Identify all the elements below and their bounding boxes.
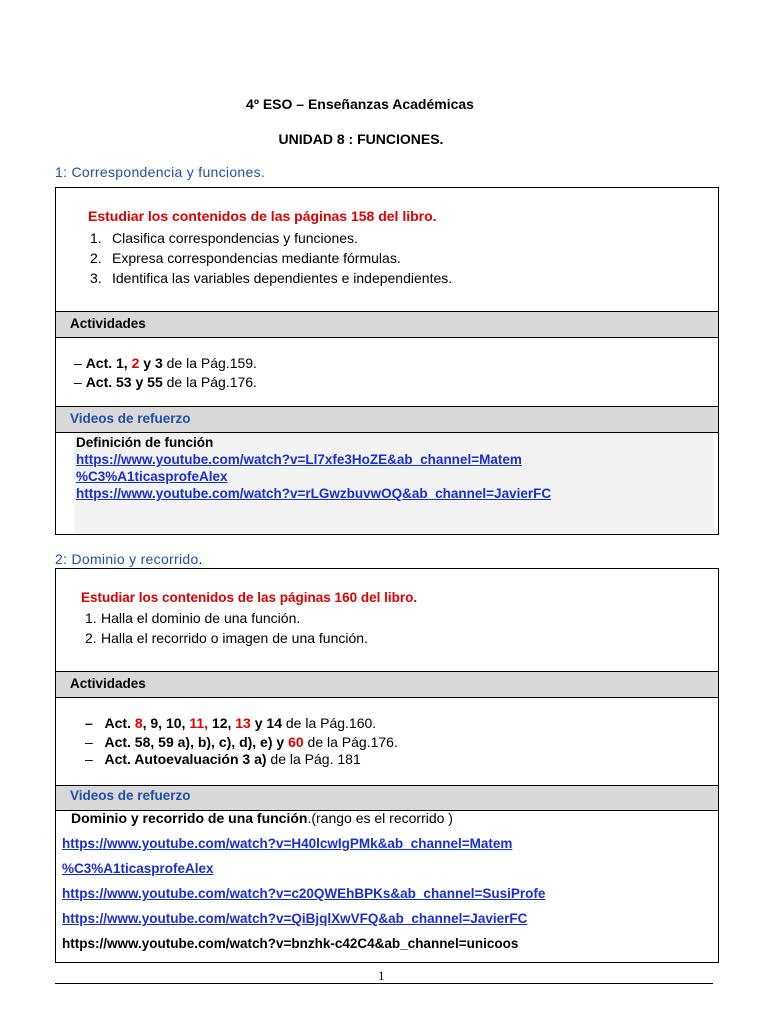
activities-label: Actividades	[70, 676, 146, 691]
videos-label: Videos de refuerzo	[70, 411, 191, 426]
section2-video-link-2[interactable]: https://www.youtube.com/watch?v=c20QWEhBPKs&ab_channel=SusiProfe	[62, 886, 546, 901]
section2-video-title: Dominio y recorrido de una función.(rango es el recorrido )	[71, 810, 453, 826]
list-item: 1. Clasifica correspondencias y funciones.	[90, 230, 358, 246]
section2-activity-2: – Act. 58, 59 a), b), c), d), e) y 60 de la Pág.176.	[85, 734, 398, 750]
section1-videos-header	[56, 406, 718, 433]
section2-activity-1: – Act. 8, 9, 10, 11, 12, 13 y 14 de la Pág.160.	[85, 715, 377, 731]
section1-objectives-list	[90, 228, 452, 288]
section2-box	[55, 568, 719, 963]
section2-objectives-list	[85, 608, 368, 648]
section1-activity-2: – Act. 53 y 55 de la Pág.176.	[74, 374, 257, 390]
section1-video-title: Definición de función	[76, 435, 214, 450]
section1-activities-header	[56, 311, 718, 338]
section2-video-link-1-cont[interactable]: %C3%A1ticasprofeAlex	[62, 861, 214, 876]
section2-activities-header	[56, 671, 718, 698]
section1-video-link-1-cont[interactable]: %C3%A1ticasprofeAlex	[76, 469, 228, 484]
section1-videos-area	[74, 433, 714, 533]
section1-study-text: Estudiar los contenidos de las páginas 158 del libro.	[88, 208, 437, 224]
section2-video-link-1[interactable]: https://www.youtube.com/watch?v=H40lcwIgPMk&ab_channel=Matem	[62, 836, 513, 851]
section1-activity-1: – Act. 1, 2 y 3 de la Pág.159.	[74, 355, 257, 371]
list-item: 2. Halla el recorrido o imagen de una función.	[85, 630, 368, 646]
section2-videos-header	[56, 785, 718, 811]
page-number: 1	[378, 968, 385, 983]
videos-label: Videos de refuerzo	[70, 788, 191, 803]
list-item: 3. Identifica las variables dependientes e independientes.	[90, 270, 453, 286]
list-item: 1. Halla el dominio de una función.	[85, 610, 301, 626]
unit-title: UNIDAD 8 : FUNCIONES.	[278, 131, 444, 147]
section1-video-link-1[interactable]: https://www.youtube.com/watch?v=Ll7xfe3HoZE&ab_channel=Matem	[76, 452, 522, 467]
section1-video-link-2[interactable]: https://www.youtube.com/watch?v=rLGwzbuvwOQ&ab_channel=JavierFC	[76, 486, 552, 501]
section2-video-link-4: https://www.youtube.com/watch?v=bnzhk-c42C4&ab_channel=unicoos	[62, 936, 519, 951]
list-item: 2. Expresa correspondencias mediante fórmulas.	[90, 250, 401, 266]
section2-activity-3: – Act. Autoevaluación 3 a) de la Pág. 181	[85, 751, 361, 767]
section2-video-link-3[interactable]: https://www.youtube.com/watch?v=QiBjqlXwVFQ&ab_channel=JavierFC	[62, 911, 528, 926]
activities-label: Actividades	[70, 316, 146, 331]
section2-study-text: Estudiar los contenidos de las páginas 160 del libro.	[81, 590, 418, 605]
section1-heading: 1: Correspondencia y funciones.	[55, 164, 266, 180]
section1-box	[55, 187, 719, 535]
section2-heading: 2: Dominio y recorrido.	[55, 551, 203, 567]
course-title: 4º ESO – Enseñanzas Académicas	[246, 96, 474, 112]
footer-rule	[55, 983, 713, 984]
